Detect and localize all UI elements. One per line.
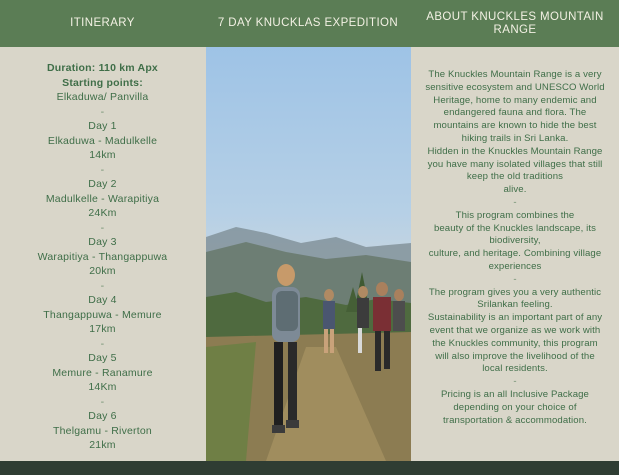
about-text-line: beauty of the Knuckles landscape, its bbox=[433, 222, 597, 234]
about-text-line: Heritage, home to many endemic and bbox=[433, 94, 597, 106]
about-text-line: event that we organize as we work with bbox=[429, 324, 601, 336]
about-text-line: keep the old traditions bbox=[466, 171, 564, 183]
duration-text: Duration: 110 km Apx bbox=[47, 62, 158, 74]
expedition-heading: 7 DAY KNUCKLAS EXPEDITION bbox=[217, 17, 399, 29]
separator: - bbox=[100, 105, 105, 118]
itinerary-heading: ITINERARY bbox=[70, 17, 135, 29]
about-text-line: you have many isolated villages that still bbox=[427, 158, 603, 170]
about-text-line: transportation & accommodation. bbox=[443, 414, 587, 426]
separator: - bbox=[100, 395, 105, 408]
about-text-line: Hidden in the Knuckles Mountain Range bbox=[427, 145, 603, 157]
separator: - bbox=[100, 337, 105, 350]
about-text-line: Pricing is an all Inclusive Package bbox=[440, 388, 589, 400]
about-text-line: endangered fauna and flora. The bbox=[443, 107, 587, 119]
about-text-line: Srilankan feeling. bbox=[477, 299, 553, 311]
day-label: Day 4 bbox=[88, 294, 117, 306]
starting-points-value: Elkaduwa/ Panvilla bbox=[56, 91, 149, 103]
separator: - bbox=[100, 163, 105, 176]
day-route: Warapitiya - Thangappuwa bbox=[37, 250, 168, 263]
day-label: Day 3 bbox=[88, 236, 117, 248]
header-bar bbox=[0, 0, 619, 47]
day-route: Thangappuwa - Memure bbox=[43, 308, 162, 321]
separator: - bbox=[100, 279, 105, 292]
about-text-line: biodiversity, bbox=[489, 235, 541, 247]
day-distance: 24Km bbox=[88, 207, 117, 219]
about-text-line: alive. bbox=[503, 184, 527, 196]
about-text-line: depending on your choice of bbox=[453, 401, 577, 413]
about-panel bbox=[411, 47, 619, 461]
separator: - bbox=[100, 221, 105, 234]
separator: - bbox=[513, 196, 517, 208]
footer-bar bbox=[0, 461, 619, 475]
day-distance: 14Km bbox=[88, 381, 117, 393]
day-route: Elkaduwa - Madulkelle bbox=[47, 134, 158, 147]
starting-points-label: Starting points: bbox=[62, 76, 143, 89]
itinerary-panel bbox=[0, 47, 205, 461]
about-text-line: The Knuckles Mountain Range is a very bbox=[428, 69, 602, 80]
day-label: Day 5 bbox=[88, 352, 117, 364]
about-text-line: culture, and heritage. Combining village bbox=[428, 248, 602, 260]
separator: - bbox=[513, 273, 517, 285]
about-text-line: hiking trails in Sri Lanka. bbox=[461, 132, 569, 144]
about-text-line: sensitive ecosystem and UNESCO World bbox=[425, 81, 605, 93]
day-label: Day 6 bbox=[88, 410, 117, 422]
about-text-line: experiences bbox=[488, 260, 542, 272]
day-distance: 14km bbox=[89, 149, 116, 161]
day-label: Day 2 bbox=[88, 178, 117, 190]
about-text-line: local residents. bbox=[482, 363, 548, 375]
day-distance: 20km bbox=[89, 265, 116, 277]
about-text-line: The program gives you a very authentic bbox=[428, 286, 602, 298]
about-text-line: the Knuckles community, this program bbox=[432, 337, 598, 349]
about-text-line: mountains are known to hide the best bbox=[433, 120, 597, 132]
day-route: Thelgamu - Riverton bbox=[53, 424, 152, 437]
about-heading: ABOUT KNUCKLES MOUNTAIN RANGE bbox=[426, 10, 604, 36]
about-text-line: Sustainability is an important part of any bbox=[427, 312, 603, 324]
day-route: Madulkelle - Warapitiya bbox=[45, 192, 160, 205]
day-route: Memure - Ranamure bbox=[52, 366, 153, 379]
day-distance: 17km bbox=[89, 323, 116, 335]
about-text-line: will also improve the livelihood of the bbox=[435, 350, 595, 362]
hiking-photo-illustration bbox=[206, 47, 411, 461]
about-text-line: This program combines the bbox=[455, 209, 575, 221]
hiking-photo bbox=[206, 47, 411, 461]
day-label: Day 1 bbox=[88, 120, 117, 132]
separator: - bbox=[513, 376, 517, 388]
day-distance: 21km bbox=[89, 439, 116, 451]
